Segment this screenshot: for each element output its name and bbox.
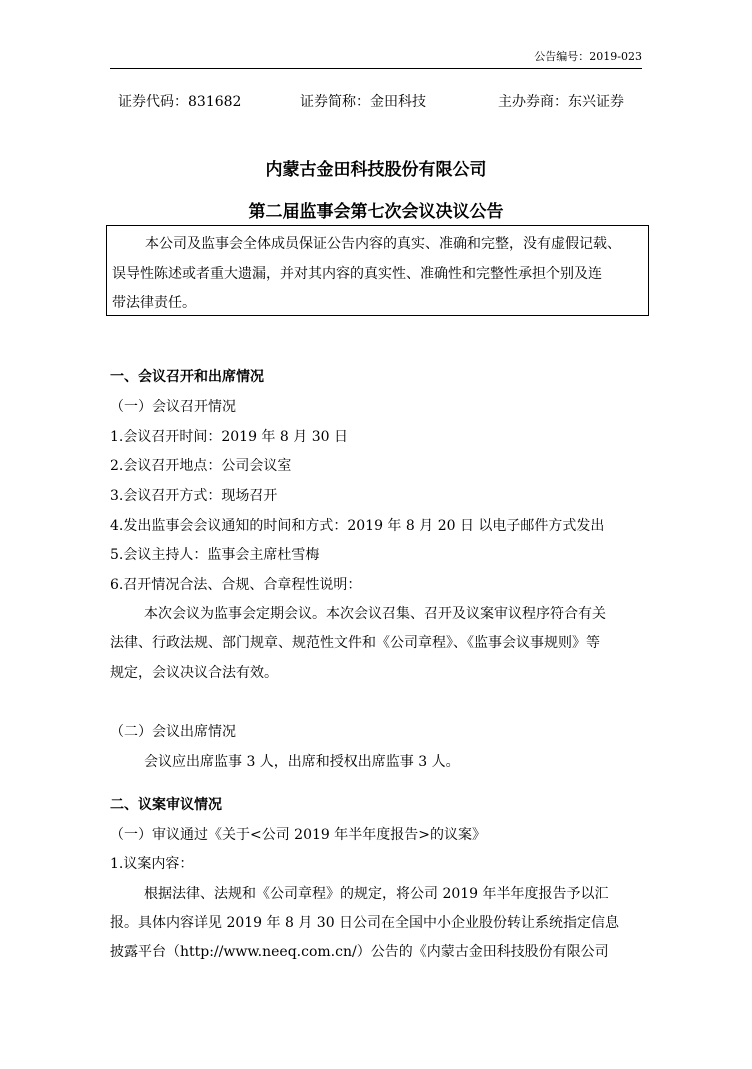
- stock-abbreviation: 证券简称：金田科技: [300, 94, 426, 110]
- paragraph-line: 根据法律、法规和《公司章程》的规定，将公司 2019 年半年度报告予以汇: [144, 886, 609, 902]
- paragraph-line: 法律、行政法规、部门规章、规范性文件和《公司章程》、《监事会议事规则》等: [110, 635, 600, 651]
- subsection-heading: （一）会议召开情况: [110, 399, 236, 415]
- list-item: 1.会议召开时间：2019 年 8 月 30 日: [110, 429, 348, 445]
- paragraph-line: 披露平台（http://www.neeq.com.cn/）公告的《内蒙古金田科技股份有限公司: [110, 944, 609, 960]
- section-heading: 一、会议召开和出席情况: [110, 369, 264, 385]
- list-item: 3.会议召开方式：现场召开: [110, 488, 278, 504]
- company-title: 内蒙古金田科技股份有限公司: [265, 160, 487, 180]
- list-item: 5.会议主持人：监事会主席杜雪梅: [110, 547, 320, 563]
- list-item: 4.发出监事会会议通知的时间和方式：2019 年 8 月 20 日 以电子邮件方式发出: [110, 518, 605, 534]
- paragraph-line: 规定，会议决议合法有效。: [110, 665, 278, 681]
- header-divider: [110, 68, 642, 69]
- subsection-heading: （二）会议出席情况: [110, 724, 236, 740]
- list-item: 6.召开情况合法、合规、合章程性说明：: [110, 577, 362, 593]
- sponsor-broker: 主办券商：东兴证券: [498, 94, 624, 110]
- announcement-title: 第二届监事会第七次会议决议公告: [248, 202, 504, 222]
- list-item: 2.会议召开地点：公司会议室: [110, 458, 292, 474]
- paragraph-line: 本次会议为监事会定期会议。本次会议召集、召开及议案审议程序符合有关: [144, 606, 606, 622]
- section-heading: 二、议案审议情况: [110, 797, 222, 813]
- disclaimer-line: 误导性陈述或者重大遗漏，并对其内容的真实性、准确性和完整性承担个别及连: [112, 266, 602, 282]
- disclaimer-line: 带法律责任。: [112, 295, 196, 311]
- disclaimer-line: 本公司及监事会全体成员保证公告内容的真实、准确和完整，没有虚假记载、: [145, 236, 621, 252]
- announcement-number: 公告编号：2019-023: [534, 50, 642, 63]
- paragraph-line: 会议应出席监事 3 人，出席和授权出席监事 3 人。: [144, 754, 460, 770]
- list-item: 1.议案内容：: [110, 856, 194, 872]
- subsection-heading: （一）审议通过《关于<公司 2019 年半年度报告>的议案》: [110, 827, 486, 843]
- paragraph-line: 报。具体内容详见 2019 年 8 月 30 日公司在全国中小企业股份转让系统指定信息: [110, 915, 620, 931]
- stock-code: 证券代码：831682: [118, 94, 242, 110]
